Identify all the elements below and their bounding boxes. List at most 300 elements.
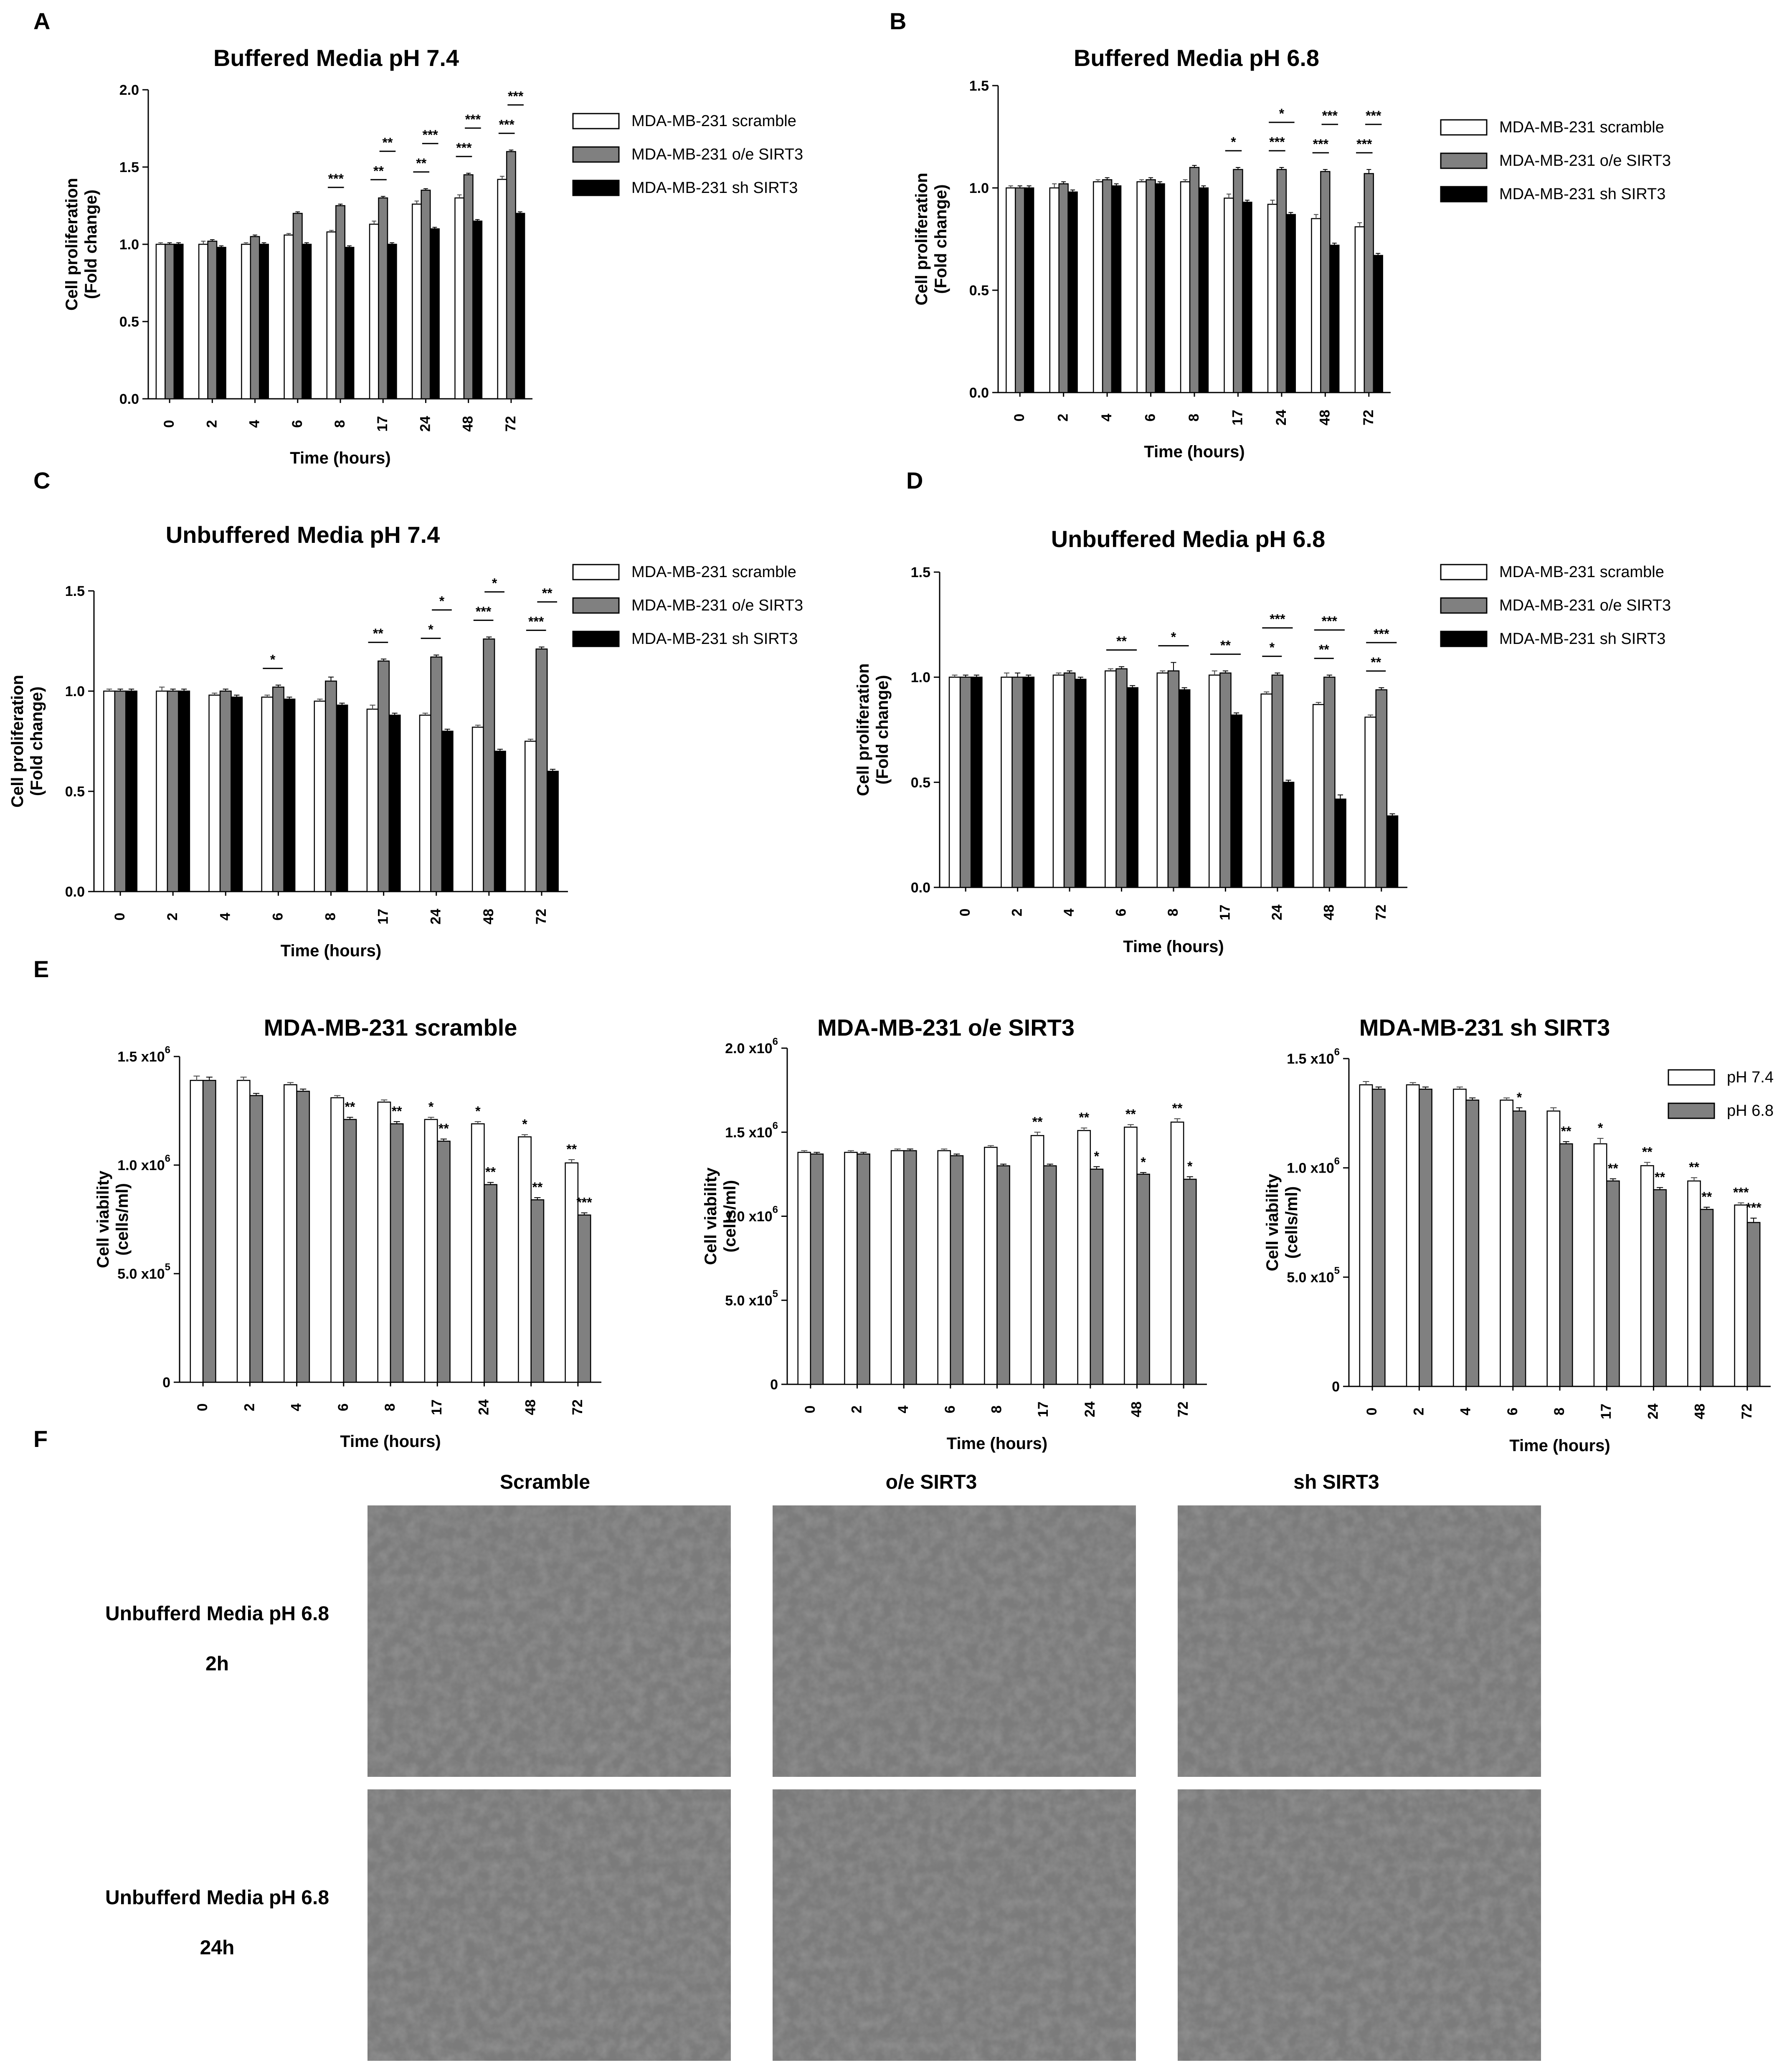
y-tick-base: 5.0 x10 [1287, 1269, 1334, 1286]
bar [336, 206, 345, 399]
x-axis-label: Time (hours) [280, 942, 382, 960]
x-tick-label: 2 [241, 1403, 258, 1411]
bar [1355, 227, 1364, 393]
legend [1441, 563, 1671, 648]
legend-swatch [1441, 153, 1487, 168]
x-tick-label: 6 [1113, 908, 1129, 917]
x-tick-label: 8 [1186, 413, 1202, 422]
x-tick-label: 24 [1269, 905, 1285, 920]
x-tick-label: 2 [849, 1405, 865, 1414]
x-tick-label: 8 [989, 1405, 1005, 1414]
y-tick-label [725, 1036, 778, 1057]
significance-label: * [1187, 1158, 1193, 1174]
x-tick-label: 4 [217, 912, 233, 921]
bar [950, 1156, 963, 1384]
x-tick-label: 48 [1321, 905, 1337, 920]
bar [104, 691, 114, 892]
significance-label: * [1597, 1120, 1603, 1136]
y-tick-base: 1.5 x10 [1287, 1051, 1334, 1067]
micrograph-column-header: o/e SIRT3 [885, 1471, 977, 1493]
bar [1233, 170, 1242, 393]
x-tick-label: 2 [1055, 413, 1071, 422]
bar [1513, 1111, 1526, 1386]
significance-label: ** [566, 1142, 577, 1157]
x-tick-label: 17 [375, 909, 391, 925]
bar [1277, 170, 1286, 393]
bar [430, 229, 439, 399]
micrograph-column-header: Scramble [499, 1471, 591, 1493]
legend-swatch [1441, 120, 1487, 135]
y-axis-label-line: (cells/ml) [721, 1180, 739, 1253]
significance-label: ** [1116, 633, 1127, 649]
significance-label: *** [507, 89, 524, 104]
bar [284, 1085, 297, 1382]
x-axis-label: Time (hours) [340, 1432, 441, 1451]
micrograph-row-time: 2h [205, 1653, 229, 1675]
panel-f [33, 1426, 1541, 2061]
bar [126, 691, 137, 892]
bar [1059, 184, 1068, 393]
x-tick-label: 4 [1457, 1407, 1474, 1416]
significance-label: *** [1366, 108, 1381, 123]
bar [1364, 174, 1374, 393]
bar [259, 244, 268, 399]
chart-title: Buffered Media pH 7.4 [213, 45, 459, 71]
legend-label: MDA-MB-231 o/e SIRT3 [1499, 597, 1671, 614]
bar [1453, 1089, 1466, 1386]
bar [1500, 1100, 1513, 1386]
x-tick-label: 72 [502, 416, 519, 432]
significance-label: *** [1321, 613, 1338, 629]
legend-label: MDA-MB-231 sh SIRT3 [631, 179, 798, 197]
bar [325, 681, 336, 892]
bar [337, 705, 347, 892]
micrograph-row-time: 24h [200, 1937, 235, 1959]
bar [425, 1120, 437, 1382]
chart-e2 [702, 1014, 1207, 1453]
significance-label: * [1141, 1154, 1146, 1170]
x-tick-label: 17 [429, 1399, 445, 1415]
bar [1103, 180, 1112, 393]
significance-label: *** [328, 171, 344, 186]
bar [1268, 204, 1277, 393]
significance-label: * [428, 622, 433, 637]
legend-swatch [1441, 598, 1487, 613]
x-axis-label: Time (hours) [1509, 1437, 1610, 1455]
bar [378, 661, 389, 892]
bar [1231, 715, 1242, 887]
y-axis-label-line: (cells/ml) [1283, 1186, 1301, 1259]
x-tick-label: 8 [1551, 1407, 1567, 1416]
x-tick-label: 4 [1061, 908, 1077, 917]
bar [494, 751, 505, 892]
x-tick-label: 24 [428, 909, 444, 925]
panel-label: E [33, 956, 49, 982]
legend-label: MDA-MB-231 o/e SIRT3 [1499, 152, 1671, 170]
y-tick-exponent: 5 [1334, 1265, 1340, 1277]
x-tick-label: 6 [1142, 413, 1158, 422]
significance-label: ** [416, 155, 427, 171]
bar [1324, 677, 1335, 887]
legend-swatch [573, 114, 619, 129]
chart-title: MDA-MB-231 sh SIRT3 [1359, 1014, 1610, 1041]
bar [498, 180, 507, 399]
x-tick-label: 0 [161, 420, 177, 428]
significance-label: * [1269, 640, 1275, 655]
y-axis-label [912, 173, 950, 306]
y-tick-label: 0.5 [119, 314, 139, 330]
bar [1024, 188, 1034, 393]
significance-label: *** [475, 604, 492, 619]
legend-swatch [573, 631, 619, 646]
bar [1050, 188, 1059, 393]
bar [1157, 673, 1168, 887]
significance-label: ** [1079, 1110, 1090, 1125]
legend-label: MDA-MB-231 scramble [631, 112, 796, 130]
y-tick-base: 2.0 x10 [725, 1041, 773, 1057]
significance-label: ** [1371, 654, 1381, 670]
bar [1372, 1089, 1385, 1386]
chart-b [890, 8, 1671, 461]
significance-label: ** [1655, 1169, 1665, 1185]
y-tick-label: 0.0 [969, 385, 989, 401]
bar [1064, 673, 1075, 887]
bar [344, 1120, 356, 1382]
x-tick-label: 24 [1082, 1401, 1098, 1417]
bar [1220, 673, 1231, 887]
bar [442, 731, 453, 892]
y-axis-label [63, 178, 100, 311]
bar [1184, 1179, 1196, 1384]
legend [573, 563, 803, 648]
x-tick-label: 72 [533, 909, 549, 925]
legend-label: MDA-MB-231 scramble [1499, 119, 1664, 136]
bar [302, 244, 311, 399]
bar [1594, 1144, 1607, 1386]
legend-label: pH 6.8 [1727, 1102, 1774, 1120]
legend [1668, 1069, 1774, 1120]
micrograph-texture [773, 1505, 1136, 1777]
significance-label: *** [528, 614, 544, 629]
y-tick-base: 1.5 x10 [725, 1125, 773, 1141]
x-tick-label: 72 [1373, 905, 1389, 920]
y-tick-base: 1.0 x10 [117, 1158, 165, 1173]
significance-label: ** [1220, 638, 1231, 653]
bar [1641, 1165, 1653, 1386]
bar [1199, 188, 1208, 393]
y-tick-label [162, 1375, 170, 1391]
bar [997, 1166, 1010, 1384]
legend-label: MDA-MB-231 sh SIRT3 [1499, 185, 1666, 203]
bar [531, 1200, 544, 1382]
significance-label: * [1516, 1089, 1522, 1105]
x-tick-label: 4 [1099, 413, 1115, 422]
x-tick-label: 0 [802, 1405, 818, 1414]
bar [1023, 677, 1034, 887]
y-axis-label-line: (Fold change) [873, 675, 892, 785]
bar [431, 657, 441, 892]
x-tick-label: 2 [165, 912, 181, 921]
significance-label: * [270, 652, 276, 667]
legend-swatch [573, 180, 619, 195]
significance-label: *** [422, 127, 438, 142]
x-axis-label: Time (hours) [946, 1434, 1048, 1453]
significance-label: ** [1032, 1114, 1043, 1130]
x-tick-label: 6 [289, 420, 305, 428]
bar [421, 190, 430, 399]
significance-label: *** [1733, 1185, 1749, 1200]
y-tick-label: 1.5 [910, 565, 930, 580]
significance-label: ** [542, 585, 553, 601]
x-tick-label: 24 [1273, 410, 1289, 426]
bar [455, 198, 464, 399]
bar [1168, 671, 1179, 887]
significance-label: * [1279, 106, 1285, 121]
significance-label: *** [1746, 1200, 1762, 1216]
bar [314, 701, 325, 892]
y-tick-label: 0.0 [65, 884, 85, 900]
chart-a [33, 8, 803, 467]
bar [1053, 675, 1064, 887]
bar [1547, 1111, 1560, 1386]
x-tick-label: 8 [1165, 908, 1181, 917]
bar [484, 639, 494, 892]
micrograph-texture [368, 1505, 731, 1777]
bar [199, 244, 208, 399]
y-tick-label: 0.5 [969, 283, 989, 299]
y-axis-label-line: (Fold change) [82, 189, 100, 299]
bar [273, 687, 284, 892]
y-tick-base: 0 [162, 1375, 170, 1391]
legend-swatch [573, 598, 619, 613]
bar [547, 771, 558, 892]
significance-label: * [1094, 1148, 1100, 1164]
bar [1701, 1209, 1713, 1386]
y-tick-label [117, 1044, 170, 1065]
y-axis-label-line: Cell proliferation [854, 663, 872, 796]
bar [1179, 690, 1190, 887]
bar [1015, 188, 1024, 393]
y-tick-label: 0.5 [65, 784, 85, 800]
bar [507, 152, 515, 399]
x-tick-label: 17 [1035, 1401, 1052, 1417]
bar [208, 241, 217, 399]
x-tick-label: 17 [1229, 410, 1246, 426]
significance-label: *** [576, 1195, 592, 1210]
bar [284, 699, 295, 892]
bar [237, 1080, 250, 1382]
x-tick-label: 17 [375, 416, 391, 432]
legend-swatch [573, 565, 619, 580]
x-tick-label: 24 [476, 1399, 492, 1415]
y-axis-label [8, 675, 46, 808]
significance-label: *** [1356, 136, 1372, 152]
bar [1419, 1089, 1432, 1386]
bar [1075, 679, 1086, 887]
y-tick-label [770, 1377, 778, 1393]
bar [1311, 219, 1321, 393]
legend [573, 112, 803, 197]
bar [938, 1151, 950, 1384]
y-tick-base: 1.0 x10 [1287, 1160, 1334, 1176]
y-tick-label: 2.0 [119, 82, 139, 98]
x-tick-label: 6 [335, 1403, 351, 1411]
chart-title: MDA-MB-231 scramble [264, 1014, 517, 1041]
bar [971, 677, 982, 887]
significance-label: ** [1689, 1160, 1699, 1175]
bar [250, 1096, 262, 1382]
x-tick-label: 48 [480, 909, 497, 925]
bar [388, 244, 396, 399]
bar [390, 1124, 403, 1382]
y-tick-exponent: 5 [772, 1288, 778, 1300]
y-tick-base: 0 [770, 1377, 778, 1393]
bar [115, 691, 126, 892]
x-tick-label: 48 [522, 1399, 539, 1415]
y-tick-label [117, 1262, 170, 1282]
bar [1078, 1130, 1090, 1384]
y-tick-label [725, 1288, 778, 1309]
bar [1127, 688, 1138, 887]
bar [370, 224, 378, 399]
significance-label: ** [1172, 1101, 1183, 1116]
panel-label: A [33, 8, 51, 34]
bar [1137, 182, 1146, 393]
chart-title: Unbuffered Media pH 6.8 [1051, 526, 1326, 552]
bar [1044, 1166, 1056, 1384]
legend-swatch [1441, 187, 1487, 202]
significance-label: * [475, 1104, 481, 1119]
x-tick-label: 17 [1217, 905, 1233, 920]
bar [1688, 1181, 1700, 1386]
x-tick-label: 2 [1411, 1407, 1427, 1416]
significance-label: * [1171, 629, 1176, 645]
significance-label: ** [1701, 1189, 1712, 1204]
legend-label: MDA-MB-231 sh SIRT3 [1499, 630, 1666, 648]
y-axis-label-line: (cells/ml) [113, 1183, 132, 1256]
significance-label: ** [1561, 1123, 1571, 1139]
bar [484, 1185, 497, 1382]
significance-label: ** [345, 1099, 355, 1115]
bar [220, 691, 231, 892]
bar [1283, 782, 1294, 887]
x-tick-label: 8 [322, 912, 339, 921]
x-tick-label: 8 [332, 420, 348, 428]
micrograph-row-label: Unbufferd Media pH 6.8 [105, 1603, 330, 1625]
y-tick-exponent: 5 [165, 1262, 170, 1273]
x-tick-label: 2 [1009, 908, 1025, 917]
x-tick-label: 72 [1175, 1401, 1191, 1417]
bar [1560, 1144, 1572, 1386]
legend [1441, 119, 1671, 203]
significance-label: *** [499, 117, 515, 132]
x-tick-label: 6 [1504, 1407, 1521, 1416]
bar [1012, 677, 1023, 887]
x-tick-label: 72 [1739, 1404, 1755, 1419]
y-tick-label [117, 1153, 170, 1173]
x-tick-label: 6 [942, 1405, 958, 1414]
y-axis-label [1263, 1173, 1301, 1271]
significance-label: *** [1313, 136, 1329, 152]
bar [412, 204, 421, 399]
x-axis-label: Time (hours) [290, 449, 391, 467]
y-axis-label-line: (Fold change) [932, 184, 950, 294]
significance-label: ** [1125, 1107, 1136, 1122]
bar [1006, 188, 1015, 393]
bar [331, 1098, 343, 1382]
bar [1137, 1174, 1150, 1384]
y-tick-base: 1.5 x10 [117, 1049, 165, 1065]
significance-label: * [492, 575, 497, 591]
y-tick-label [1332, 1379, 1340, 1395]
bar [378, 198, 387, 399]
y-tick-exponent: 6 [165, 1044, 170, 1056]
y-tick-base: 5.0 x10 [117, 1266, 165, 1282]
micrograph-row-label: Unbufferd Media pH 6.8 [105, 1887, 330, 1909]
y-tick-label: 1.0 [910, 669, 930, 686]
bar [345, 247, 354, 399]
x-tick-label: 0 [195, 1403, 211, 1411]
chart-title: Buffered Media pH 6.8 [1073, 45, 1320, 71]
bar [1224, 198, 1234, 393]
y-tick-exponent: 6 [165, 1153, 170, 1164]
bar [190, 1080, 203, 1382]
y-tick-exponent: 6 [772, 1036, 778, 1047]
chart-d [854, 467, 1671, 956]
chart-title: Unbuffered Media pH 7.4 [165, 522, 440, 548]
bar [1209, 675, 1220, 887]
bar [231, 697, 242, 892]
panel-label: F [33, 1426, 48, 1452]
legend-label: MDA-MB-231 scramble [631, 563, 796, 581]
bar [1190, 167, 1199, 393]
y-tick-label: 1.5 [969, 78, 989, 94]
x-tick-label: 72 [569, 1399, 586, 1415]
legend-swatch [1441, 565, 1487, 580]
bar [891, 1151, 904, 1384]
bar [1360, 1085, 1372, 1386]
x-tick-label: 2 [204, 420, 220, 428]
bar [1747, 1223, 1760, 1387]
x-tick-label: 0 [112, 912, 128, 921]
bar [203, 1080, 215, 1382]
y-tick-label: 1.5 [119, 160, 139, 175]
bar [209, 695, 220, 892]
bar [327, 232, 336, 399]
bar [1105, 671, 1116, 887]
y-axis-label-line: Cell proliferation [8, 675, 27, 808]
bar [1093, 182, 1103, 393]
bar [165, 244, 174, 399]
x-tick-label: 0 [1364, 1407, 1380, 1416]
y-tick-label: 0.5 [910, 775, 930, 791]
bar [420, 715, 431, 892]
bar [1735, 1205, 1747, 1386]
micrograph-column-header: sh SIRT3 [1293, 1471, 1379, 1493]
micrograph-texture [368, 1789, 731, 2061]
significance-label: ** [373, 626, 383, 641]
bar [293, 213, 302, 399]
x-tick-label: 48 [1317, 410, 1333, 426]
y-axis-label-line: (Fold change) [28, 686, 46, 796]
bar [178, 691, 189, 892]
y-tick-label: 1.0 [65, 684, 85, 699]
bar [262, 697, 273, 892]
y-tick-label: 0.0 [910, 880, 930, 896]
bar [174, 244, 183, 399]
bar [536, 649, 547, 892]
chart-e1 [33, 956, 601, 1451]
